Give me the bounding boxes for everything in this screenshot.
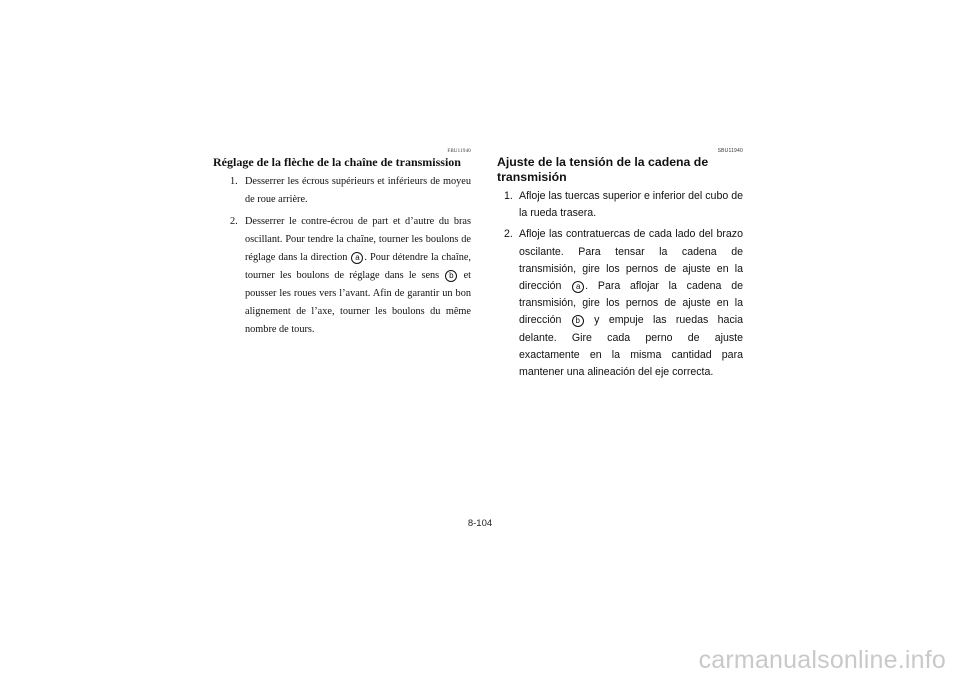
page-number: 8-104 bbox=[467, 518, 493, 529]
step-number: 1. bbox=[504, 190, 513, 202]
step-text: . Para aflojar la cadena de transmisión, gire los pernos de ajuste en la dirección bbox=[519, 280, 743, 327]
step-item bbox=[497, 226, 743, 381]
section-code: SBU11940 bbox=[717, 148, 743, 154]
circled-b-icon: b bbox=[572, 315, 584, 327]
step-number: 2. bbox=[504, 228, 513, 241]
section-heading: Réglage de la flèche de la chaîne de transmission bbox=[213, 155, 461, 169]
spanish-column bbox=[497, 148, 743, 385]
circled-a-icon: a bbox=[572, 281, 584, 293]
step-item bbox=[213, 173, 471, 209]
step-text: y empuje las ruedas hacia delante. Gire cada perno de ajuste exactamente en la misma cantidad para mantener una alineación del eje correcta. bbox=[519, 314, 743, 379]
circled-a-icon: a bbox=[351, 252, 363, 264]
step-text: et pousser les roues vers l’avant. Afin de garantir un bon alignement de l’axe, tourner les boulons du même nombre de tours. bbox=[245, 270, 471, 335]
step-item bbox=[497, 188, 743, 222]
step-text: Afloje las tuercas superior e inferior del cubo de la rueda trasera. bbox=[519, 190, 743, 220]
step-item bbox=[213, 213, 471, 339]
section-code: FBU11940 bbox=[447, 149, 471, 154]
step-text: Desserrer le contre-écrou de part et d’autre du bras oscillant. Pour tendre la chaîne, tourner les boulons de réglage dans la direction bbox=[245, 216, 471, 263]
step-text: Afloje las contratuercas de cada lado del brazo oscilante. Para tensar la cadena de transmisión, gire los pernos de ajuste en la dirección bbox=[519, 228, 743, 293]
step-text: Desserrer les écrous supérieurs et inférieurs de moyeu de roue arrière. bbox=[245, 176, 471, 205]
step-number: 2. bbox=[230, 216, 238, 227]
step-list bbox=[497, 188, 743, 381]
step-text: . Pour détendre la chaîne, tourner les boulons de réglage dans le sens bbox=[245, 252, 471, 281]
section-heading: Ajuste de la tensión de la cadena de transmisión bbox=[497, 155, 709, 184]
french-column bbox=[213, 148, 471, 343]
step-number: 1. bbox=[230, 176, 238, 187]
step-list bbox=[213, 173, 471, 339]
watermark: carmanualsonline.info bbox=[698, 646, 946, 674]
circled-b-icon: b bbox=[445, 270, 457, 282]
